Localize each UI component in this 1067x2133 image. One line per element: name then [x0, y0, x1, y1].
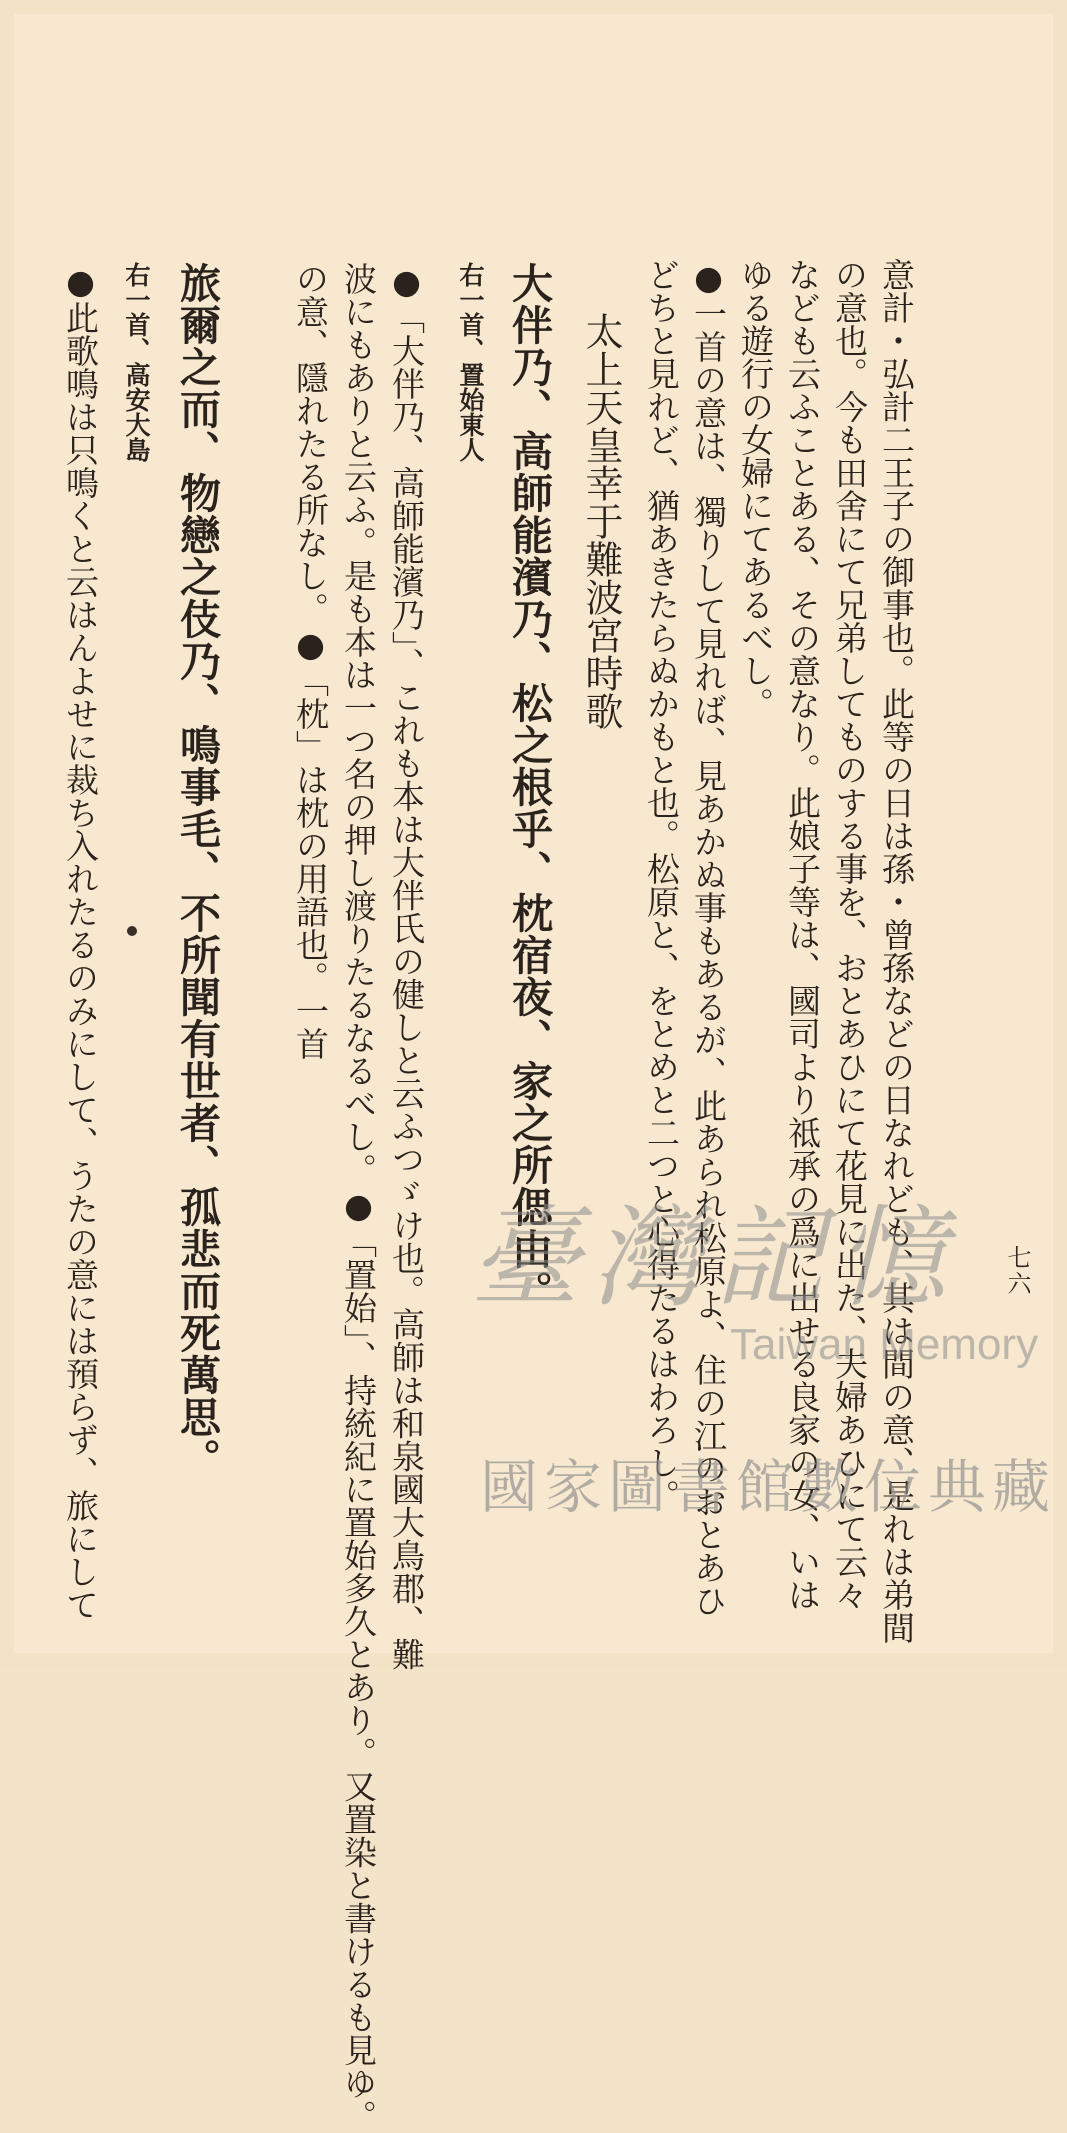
poem-line-2: 旅爾之而、物戀之伎乃、鳴事毛、不所聞有世者、孤悲而死萬思。: [173, 262, 221, 1480]
text-column-1: 意計・弘計二王子の御事也。此等の日は孫・曾孫などの日なれども、其は間の意、是れは弟間: [877, 258, 916, 1644]
watermark-subtitle: 國家圖書館數位典藏: [480, 1453, 1057, 1521]
attribution-line: 右一首、置始東人: [456, 262, 485, 462]
poem-line: 大伴乃、高師能濱乃、松之根乎、枕宿夜、家之所偲由。: [505, 262, 553, 1312]
commentary-column-3: の意、隱れたる所なし。●「枕」は枕の用語也。一首: [291, 262, 330, 1060]
commentary-column-2: 波にもありと云ふ。是も本は一つ名の押し渡りたるなるべし。●「置始」、持統紀に置始多久とあり。又置染と書けるも見ゆ。: [339, 262, 378, 2133]
section-heading: 太上天皇幸于難波宮時歌: [579, 312, 623, 730]
text-column-2: の意也。今も田舍にて兄弟してものする事を、おとあひにて花見に出た、夫婦あひにて云々: [830, 258, 869, 1611]
text-column-3: なども云ふことある、その意なり。此娘子等は、國司より祗承の爲に出せる良家の女、いは: [783, 258, 822, 1611]
print-speck: [127, 926, 137, 936]
page-number: 七六: [1003, 1245, 1031, 1297]
watermark-title: 臺灣記憶: [470, 1194, 958, 1322]
commentary-column-4: ●此歌鳴は只鳴くと云はんよせに裁ち入れたるのみにして、うたの意には預らず、旅にして: [61, 262, 100, 1621]
text-column-6: どちと見れど、猶あきたらぬかもと也。松原と、をとめと二つと心得たるはわろし。: [642, 258, 681, 1512]
commentary-column-1: ●「大伴乃、高師能濱乃」、これも本は大伴氏の健しと云ふつゞけ也。高師は和泉國大鳥郡、難: [387, 262, 426, 1671]
watermark-english: Taiwan Memory: [730, 1320, 1039, 1369]
text-column-4: ゆる遊行の女婦にてあるべし。: [736, 258, 775, 720]
text-column-5: ●一首の意は、獨りして見れば、見あかぬ事もあるが、此あられ松原よ、住の江のおとあひ: [689, 258, 728, 1617]
attribution-line-2: 右一首、高安大島: [122, 262, 151, 462]
